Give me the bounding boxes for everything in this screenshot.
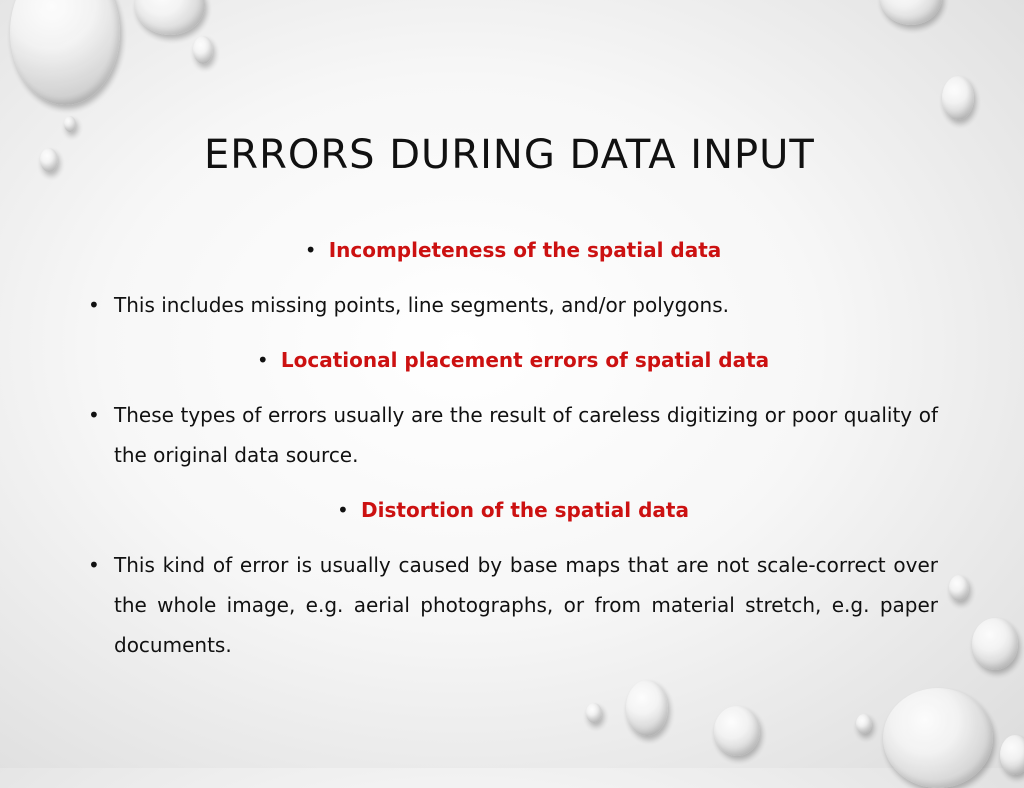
water-drop-decoration	[942, 76, 974, 120]
subheading-locational	[88, 340, 938, 380]
bullet-incompleteness-detail	[88, 285, 938, 325]
bullet-marker: •	[304, 238, 317, 262]
slide-body	[88, 230, 938, 680]
bullet-marker: •	[88, 403, 100, 427]
water-drop-decoration	[135, 0, 205, 35]
water-drop-decoration	[856, 714, 872, 734]
water-drop-decoration	[1000, 735, 1024, 775]
bullet-text: This kind of error is usually caused by base maps that are not scale-correct over the whole image, e.g. aerial photographs, or from material stretch, e.g. paper documents.	[114, 553, 938, 657]
water-drop-decoration	[972, 618, 1018, 670]
water-drop-decoration	[949, 575, 969, 601]
water-drop-decoration	[626, 680, 668, 736]
bullet-distortion-detail	[88, 545, 938, 665]
bullet-locational-detail	[88, 395, 938, 475]
water-drop-decoration	[880, 0, 942, 25]
subheading-text: Distortion of the spatial data	[361, 498, 689, 522]
subheading-text: Locational placement errors of spatial data	[280, 348, 770, 372]
bullet-marker: •	[256, 348, 269, 372]
subheading-incompleteness	[88, 230, 938, 270]
subheading-text: Incompleteness of the spatial data	[328, 238, 722, 262]
water-drop-decoration	[714, 706, 760, 756]
water-drop-decoration	[883, 688, 993, 788]
slide-title: ERRORS DURING DATA INPUT	[204, 132, 815, 178]
water-drop-decoration	[193, 36, 213, 64]
bullet-marker: •	[337, 498, 349, 522]
subheading-distortion	[88, 490, 938, 530]
water-drop-decoration	[586, 703, 602, 723]
water-drop-decoration	[40, 148, 58, 172]
water-drop-decoration	[10, 0, 120, 105]
bullet-marker: •	[88, 553, 100, 577]
bullet-marker: •	[88, 293, 100, 317]
bullet-text: These types of errors usually are the result of careless digitizing or poor quality of the original data source.	[114, 403, 938, 467]
water-drop-decoration	[64, 116, 76, 132]
bullet-text: This includes missing points, line segments, and/or polygons.	[114, 293, 729, 317]
